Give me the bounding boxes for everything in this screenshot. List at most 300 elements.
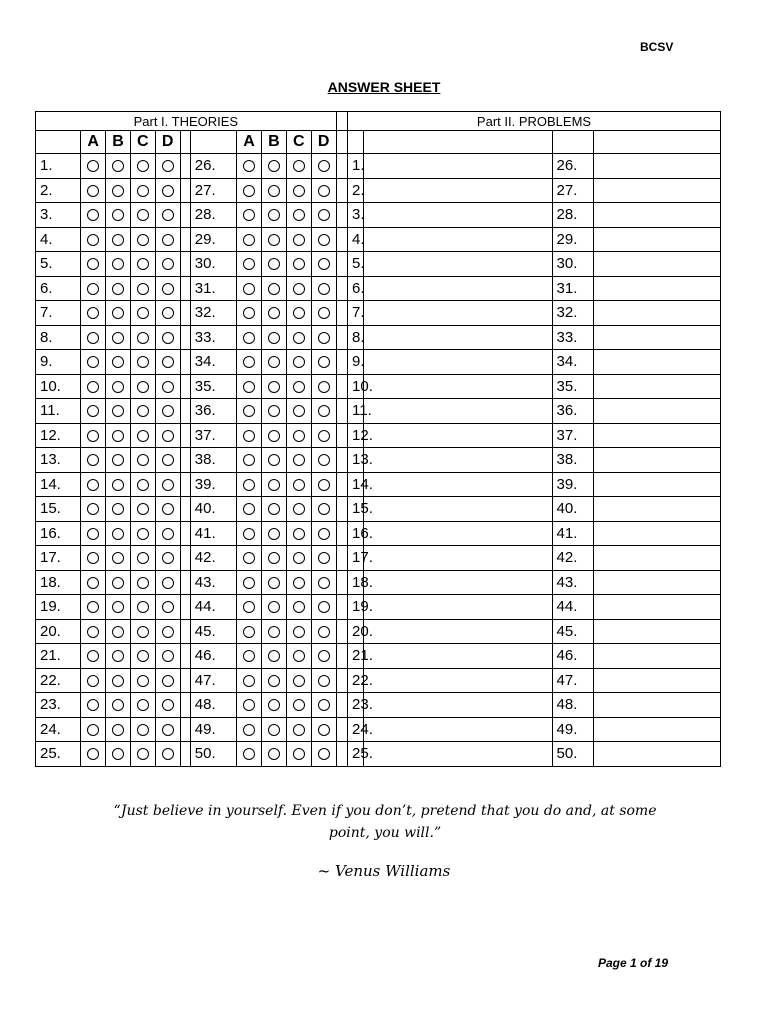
answer-bubble-b[interactable] [268,650,280,662]
choice-cell-c[interactable] [130,742,155,767]
choice-cell-a[interactable] [237,546,262,571]
choice-cell-d[interactable] [311,742,336,767]
answer-bubble-d[interactable] [318,479,330,491]
choice-cell-a[interactable] [81,276,106,301]
choice-cell-c[interactable] [286,742,311,767]
choice-cell-a[interactable] [237,399,262,424]
answer-bubble-b[interactable] [112,601,124,613]
answer-bubble-b[interactable] [268,454,280,466]
answer-bubble-c[interactable] [137,724,149,736]
choice-cell-a[interactable] [81,350,106,375]
answer-bubble-c[interactable] [293,332,305,344]
answer-bubble-b[interactable] [112,577,124,589]
choice-cell-c[interactable] [286,717,311,742]
problem-answer-field[interactable] [363,619,552,644]
answer-bubble-b[interactable] [112,503,124,515]
answer-bubble-a[interactable] [87,430,99,442]
problem-answer-field[interactable] [594,570,721,595]
choice-cell-c[interactable] [130,374,155,399]
choice-cell-a[interactable] [237,619,262,644]
choice-cell-c[interactable] [130,203,155,228]
answer-bubble-d[interactable] [318,356,330,368]
answer-bubble-a[interactable] [87,528,99,540]
answer-bubble-d[interactable] [162,283,174,295]
answer-bubble-c[interactable] [293,724,305,736]
choice-cell-c[interactable] [286,497,311,522]
answer-bubble-d[interactable] [162,454,174,466]
choice-cell-d[interactable] [311,203,336,228]
answer-bubble-a[interactable] [243,724,255,736]
choice-cell-a[interactable] [237,350,262,375]
choice-cell-d[interactable] [311,717,336,742]
choice-cell-c[interactable] [286,203,311,228]
problem-answer-field[interactable] [594,619,721,644]
choice-cell-b[interactable] [261,472,286,497]
problem-answer-field[interactable] [594,154,721,179]
answer-bubble-c[interactable] [293,454,305,466]
choice-cell-c[interactable] [130,619,155,644]
answer-bubble-d[interactable] [318,283,330,295]
answer-bubble-a[interactable] [243,430,255,442]
choice-cell-b[interactable] [261,252,286,277]
choice-cell-b[interactable] [261,717,286,742]
choice-cell-b[interactable] [106,252,131,277]
choice-cell-d[interactable] [311,423,336,448]
problem-answer-field[interactable] [363,350,552,375]
choice-cell-b[interactable] [261,350,286,375]
answer-bubble-a[interactable] [243,748,255,760]
answer-bubble-b[interactable] [268,748,280,760]
answer-bubble-a[interactable] [87,601,99,613]
choice-cell-a[interactable] [237,423,262,448]
choice-cell-c[interactable] [130,252,155,277]
problem-answer-field[interactable] [363,644,552,669]
answer-bubble-d[interactable] [318,552,330,564]
choice-cell-d[interactable] [311,227,336,252]
answer-bubble-b[interactable] [268,577,280,589]
answer-bubble-a[interactable] [87,454,99,466]
choice-cell-a[interactable] [81,423,106,448]
answer-bubble-a[interactable] [243,699,255,711]
answer-bubble-b[interactable] [268,601,280,613]
answer-bubble-b[interactable] [268,356,280,368]
answer-bubble-c[interactable] [293,626,305,638]
choice-cell-a[interactable] [237,301,262,326]
answer-bubble-b[interactable] [268,185,280,197]
answer-bubble-c[interactable] [293,381,305,393]
answer-bubble-a[interactable] [243,234,255,246]
choice-cell-b[interactable] [106,546,131,571]
answer-bubble-a[interactable] [243,405,255,417]
answer-bubble-a[interactable] [87,479,99,491]
answer-bubble-c[interactable] [137,748,149,760]
choice-cell-b[interactable] [106,399,131,424]
choice-cell-b[interactable] [106,374,131,399]
choice-cell-a[interactable] [237,227,262,252]
problem-answer-field[interactable] [594,742,721,767]
problem-answer-field[interactable] [594,497,721,522]
answer-bubble-a[interactable] [87,552,99,564]
problem-answer-field[interactable] [363,742,552,767]
choice-cell-c[interactable] [130,497,155,522]
answer-bubble-d[interactable] [162,577,174,589]
answer-bubble-b[interactable] [112,160,124,172]
choice-cell-d[interactable] [155,619,180,644]
choice-cell-d[interactable] [311,252,336,277]
problem-answer-field[interactable] [363,227,552,252]
choice-cell-d[interactable] [311,497,336,522]
answer-bubble-b[interactable] [112,650,124,662]
choice-cell-c[interactable] [130,472,155,497]
answer-bubble-d[interactable] [162,430,174,442]
answer-bubble-b[interactable] [268,675,280,687]
choice-cell-c[interactable] [130,227,155,252]
choice-cell-b[interactable] [261,154,286,179]
problem-answer-field[interactable] [594,178,721,203]
choice-cell-d[interactable] [155,350,180,375]
choice-cell-c[interactable] [286,399,311,424]
answer-bubble-b[interactable] [112,185,124,197]
choice-cell-a[interactable] [237,325,262,350]
answer-bubble-d[interactable] [162,160,174,172]
answer-bubble-d[interactable] [162,528,174,540]
problem-answer-field[interactable] [594,595,721,620]
choice-cell-d[interactable] [311,178,336,203]
problem-answer-field[interactable] [363,301,552,326]
answer-bubble-a[interactable] [87,185,99,197]
problem-answer-field[interactable] [594,301,721,326]
answer-bubble-a[interactable] [243,479,255,491]
answer-bubble-d[interactable] [318,748,330,760]
choice-cell-c[interactable] [130,521,155,546]
answer-bubble-d[interactable] [318,258,330,270]
answer-bubble-c[interactable] [137,430,149,442]
answer-bubble-a[interactable] [243,675,255,687]
answer-bubble-c[interactable] [137,528,149,540]
choice-cell-a[interactable] [81,546,106,571]
answer-bubble-d[interactable] [318,724,330,736]
answer-bubble-c[interactable] [293,405,305,417]
choice-cell-a[interactable] [81,325,106,350]
choice-cell-d[interactable] [155,546,180,571]
answer-bubble-b[interactable] [268,724,280,736]
answer-bubble-b[interactable] [268,234,280,246]
answer-bubble-d[interactable] [318,430,330,442]
answer-bubble-b[interactable] [112,307,124,319]
answer-bubble-a[interactable] [243,160,255,172]
answer-bubble-a[interactable] [243,332,255,344]
choice-cell-a[interactable] [81,301,106,326]
answer-bubble-c[interactable] [137,209,149,221]
choice-cell-c[interactable] [286,374,311,399]
choice-cell-c[interactable] [286,448,311,473]
problem-answer-field[interactable] [363,570,552,595]
choice-cell-b[interactable] [261,178,286,203]
answer-bubble-d[interactable] [162,724,174,736]
choice-cell-a[interactable] [237,595,262,620]
choice-cell-c[interactable] [286,423,311,448]
answer-bubble-c[interactable] [137,650,149,662]
answer-bubble-b[interactable] [268,552,280,564]
choice-cell-c[interactable] [286,570,311,595]
answer-bubble-a[interactable] [243,626,255,638]
answer-bubble-a[interactable] [243,528,255,540]
choice-cell-d[interactable] [155,644,180,669]
answer-bubble-d[interactable] [162,748,174,760]
answer-bubble-b[interactable] [112,748,124,760]
answer-bubble-a[interactable] [87,675,99,687]
answer-bubble-d[interactable] [318,454,330,466]
choice-cell-d[interactable] [155,203,180,228]
choice-cell-d[interactable] [311,374,336,399]
answer-bubble-a[interactable] [87,160,99,172]
choice-cell-c[interactable] [286,227,311,252]
answer-bubble-b[interactable] [268,258,280,270]
choice-cell-a[interactable] [237,178,262,203]
choice-cell-a[interactable] [237,693,262,718]
choice-cell-b[interactable] [106,227,131,252]
choice-cell-a[interactable] [81,472,106,497]
answer-bubble-b[interactable] [112,234,124,246]
choice-cell-d[interactable] [311,521,336,546]
problem-answer-field[interactable] [594,423,721,448]
answer-bubble-a[interactable] [243,650,255,662]
choice-cell-b[interactable] [261,301,286,326]
answer-bubble-b[interactable] [268,626,280,638]
answer-bubble-a[interactable] [243,209,255,221]
choice-cell-b[interactable] [106,717,131,742]
answer-bubble-d[interactable] [162,626,174,638]
answer-bubble-c[interactable] [293,234,305,246]
choice-cell-c[interactable] [286,619,311,644]
choice-cell-d[interactable] [155,423,180,448]
answer-bubble-d[interactable] [162,209,174,221]
choice-cell-b[interactable] [261,546,286,571]
choice-cell-b[interactable] [261,668,286,693]
answer-bubble-b[interactable] [112,356,124,368]
choice-cell-b[interactable] [261,448,286,473]
problem-answer-field[interactable] [363,472,552,497]
answer-bubble-b[interactable] [112,454,124,466]
choice-cell-d[interactable] [155,472,180,497]
choice-cell-d[interactable] [311,570,336,595]
answer-bubble-d[interactable] [162,552,174,564]
answer-bubble-b[interactable] [268,283,280,295]
answer-bubble-d[interactable] [162,503,174,515]
choice-cell-a[interactable] [81,742,106,767]
choice-cell-a[interactable] [81,570,106,595]
choice-cell-b[interactable] [261,595,286,620]
choice-cell-c[interactable] [286,301,311,326]
choice-cell-c[interactable] [130,325,155,350]
choice-cell-a[interactable] [81,203,106,228]
problem-answer-field[interactable] [594,276,721,301]
choice-cell-b[interactable] [106,448,131,473]
answer-bubble-c[interactable] [137,454,149,466]
answer-bubble-d[interactable] [162,405,174,417]
choice-cell-a[interactable] [81,717,106,742]
answer-bubble-d[interactable] [318,650,330,662]
choice-cell-a[interactable] [237,374,262,399]
choice-cell-a[interactable] [237,717,262,742]
choice-cell-c[interactable] [130,595,155,620]
answer-bubble-c[interactable] [293,503,305,515]
answer-bubble-a[interactable] [87,209,99,221]
answer-bubble-c[interactable] [293,430,305,442]
choice-cell-a[interactable] [81,644,106,669]
answer-bubble-d[interactable] [318,528,330,540]
choice-cell-d[interactable] [155,717,180,742]
answer-bubble-c[interactable] [137,626,149,638]
choice-cell-c[interactable] [130,448,155,473]
answer-bubble-c[interactable] [137,577,149,589]
answer-bubble-c[interactable] [137,381,149,393]
choice-cell-d[interactable] [155,374,180,399]
answer-bubble-a[interactable] [243,454,255,466]
choice-cell-d[interactable] [155,276,180,301]
choice-cell-c[interactable] [286,693,311,718]
answer-bubble-d[interactable] [162,675,174,687]
answer-bubble-b[interactable] [268,479,280,491]
answer-bubble-b[interactable] [268,381,280,393]
answer-bubble-b[interactable] [268,332,280,344]
choice-cell-b[interactable] [261,619,286,644]
choice-cell-b[interactable] [261,742,286,767]
choice-cell-d[interactable] [155,521,180,546]
choice-cell-b[interactable] [106,668,131,693]
problem-answer-field[interactable] [594,546,721,571]
choice-cell-c[interactable] [286,521,311,546]
choice-cell-c[interactable] [286,595,311,620]
problem-answer-field[interactable] [363,154,552,179]
choice-cell-a[interactable] [81,448,106,473]
problem-answer-field[interactable] [594,227,721,252]
choice-cell-d[interactable] [155,497,180,522]
choice-cell-d[interactable] [155,448,180,473]
choice-cell-c[interactable] [130,570,155,595]
answer-bubble-d[interactable] [318,332,330,344]
problem-answer-field[interactable] [363,423,552,448]
choice-cell-d[interactable] [311,399,336,424]
answer-bubble-c[interactable] [293,552,305,564]
choice-cell-b[interactable] [261,374,286,399]
problem-answer-field[interactable] [363,374,552,399]
answer-bubble-c[interactable] [137,283,149,295]
choice-cell-a[interactable] [237,203,262,228]
problem-answer-field[interactable] [594,644,721,669]
answer-bubble-c[interactable] [137,479,149,491]
choice-cell-b[interactable] [106,619,131,644]
choice-cell-d[interactable] [311,619,336,644]
answer-bubble-a[interactable] [87,405,99,417]
choice-cell-c[interactable] [130,693,155,718]
problem-answer-field[interactable] [594,203,721,228]
choice-cell-a[interactable] [81,668,106,693]
choice-cell-d[interactable] [311,301,336,326]
choice-cell-a[interactable] [237,472,262,497]
choice-cell-a[interactable] [237,276,262,301]
choice-cell-c[interactable] [286,644,311,669]
choice-cell-c[interactable] [130,717,155,742]
choice-cell-b[interactable] [261,497,286,522]
choice-cell-b[interactable] [106,276,131,301]
problem-answer-field[interactable] [594,717,721,742]
answer-bubble-d[interactable] [162,381,174,393]
choice-cell-a[interactable] [81,374,106,399]
answer-bubble-c[interactable] [137,332,149,344]
choice-cell-b[interactable] [106,325,131,350]
choice-cell-c[interactable] [286,276,311,301]
answer-bubble-d[interactable] [162,601,174,613]
answer-bubble-c[interactable] [137,552,149,564]
choice-cell-b[interactable] [106,595,131,620]
answer-bubble-b[interactable] [112,528,124,540]
answer-bubble-a[interactable] [87,724,99,736]
answer-bubble-d[interactable] [318,503,330,515]
answer-bubble-d[interactable] [162,356,174,368]
answer-bubble-d[interactable] [162,479,174,491]
choice-cell-c[interactable] [286,252,311,277]
answer-bubble-d[interactable] [318,577,330,589]
answer-bubble-c[interactable] [293,258,305,270]
answer-bubble-c[interactable] [137,699,149,711]
answer-bubble-b[interactable] [268,699,280,711]
answer-bubble-c[interactable] [293,283,305,295]
answer-bubble-c[interactable] [293,307,305,319]
answer-bubble-d[interactable] [162,185,174,197]
choice-cell-b[interactable] [261,423,286,448]
choice-cell-d[interactable] [311,693,336,718]
choice-cell-b[interactable] [106,472,131,497]
choice-cell-b[interactable] [106,154,131,179]
choice-cell-b[interactable] [261,325,286,350]
choice-cell-d[interactable] [155,301,180,326]
answer-bubble-b[interactable] [268,209,280,221]
problem-answer-field[interactable] [363,448,552,473]
answer-bubble-c[interactable] [137,601,149,613]
choice-cell-d[interactable] [311,595,336,620]
answer-bubble-b[interactable] [112,699,124,711]
answer-bubble-a[interactable] [87,503,99,515]
answer-bubble-d[interactable] [318,307,330,319]
answer-bubble-c[interactable] [293,650,305,662]
answer-bubble-d[interactable] [318,185,330,197]
choice-cell-b[interactable] [106,301,131,326]
choice-cell-c[interactable] [286,325,311,350]
answer-bubble-b[interactable] [112,552,124,564]
choice-cell-a[interactable] [237,252,262,277]
choice-cell-a[interactable] [237,644,262,669]
answer-bubble-d[interactable] [318,675,330,687]
choice-cell-d[interactable] [155,178,180,203]
choice-cell-d[interactable] [155,399,180,424]
answer-bubble-a[interactable] [243,258,255,270]
answer-bubble-c[interactable] [137,258,149,270]
choice-cell-c[interactable] [130,178,155,203]
choice-cell-a[interactable] [81,178,106,203]
problem-answer-field[interactable] [594,668,721,693]
answer-bubble-c[interactable] [293,699,305,711]
answer-bubble-d[interactable] [162,699,174,711]
answer-bubble-c[interactable] [293,185,305,197]
problem-answer-field[interactable] [594,325,721,350]
problem-answer-field[interactable] [594,448,721,473]
choice-cell-d[interactable] [155,252,180,277]
choice-cell-d[interactable] [311,350,336,375]
choice-cell-a[interactable] [81,619,106,644]
problem-answer-field[interactable] [363,276,552,301]
choice-cell-d[interactable] [155,154,180,179]
